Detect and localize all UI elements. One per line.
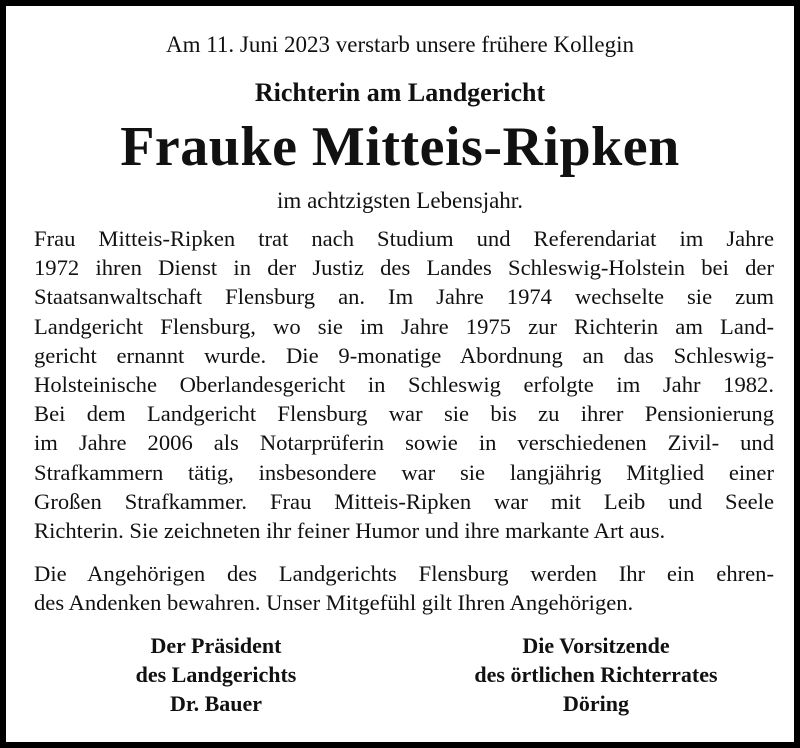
obituary-notice	[6, 6, 794, 742]
signature-title: Der Präsident	[150, 633, 282, 658]
condolence-paragraph	[34, 559, 774, 617]
signature-subtitle: des Landgerichts	[135, 662, 297, 687]
paragraph-line: Bei dem Landgericht Flensburg war sie bis zu ihrer Pensionierung	[34, 401, 774, 427]
signature-title: Die Vorsitzende	[522, 633, 670, 658]
paragraph-line: Großen Strafkammer. Frau Mitteis-Ripken war mit Leib und Seele	[34, 488, 774, 514]
paragraph-line: Holsteinische Oberlandesgericht in Schleswig erfolgte im Jahr 1982.	[34, 372, 774, 398]
paragraph-line: Frau Mitteis-Ripken trat nach Studium und Referendariat im Jahre	[34, 226, 774, 251]
paragraph-line: Strafkammern tätig, insbesondere war sie langjährig Mitglied einer	[34, 459, 774, 485]
signature-council-chair	[426, 631, 766, 718]
paragraph-line: des Andenken bewahren. Unser Mitgefühl gilt Ihren Angehörigen.	[34, 590, 634, 616]
paragraph-line: 1972 ihren Dienst in der Justiz des Landes Schleswig-Holstein bei der	[34, 255, 774, 281]
paragraph-line: Staatsanwaltschaft Flensburg an. Im Jahre 1974 wechselte sie zum	[34, 284, 774, 310]
deceased-name: Frauke Mitteis-Ripken	[120, 116, 680, 178]
role-title: Richterin am Landgericht	[254, 78, 546, 107]
signature-president	[66, 631, 366, 718]
paragraph-line: gericht ernannt wurde. Die 9-monatige Abordnung an das Schleswig-	[34, 342, 774, 368]
age-line: im achtzigsten Lebensjahr.	[277, 188, 523, 213]
signature-name: Döring	[563, 691, 629, 716]
paragraph-line: im Jahre 2006 als Notarprüferin sowie in verschiedenen Zivil- und	[34, 430, 774, 456]
signature-name: Dr. Bauer	[169, 691, 263, 716]
paragraph-line: Die Angehörigen des Landgerichts Flensburg werden Ihr ein ehren-	[34, 561, 774, 586]
paragraph-line: Richterin. Sie zeichneten ihr feiner Humor und ihre markante Art aus.	[34, 518, 666, 544]
paragraph-line: Landgericht Flensburg, wo sie im Jahre 1975 zur Richterin am Land-	[34, 313, 774, 339]
intro-line: Am 11. Juni 2023 verstarb unsere frühere Kollegin	[166, 32, 634, 57]
biography-paragraph	[34, 224, 774, 545]
signature-subtitle: des örtlichen Richterrates	[474, 662, 718, 687]
